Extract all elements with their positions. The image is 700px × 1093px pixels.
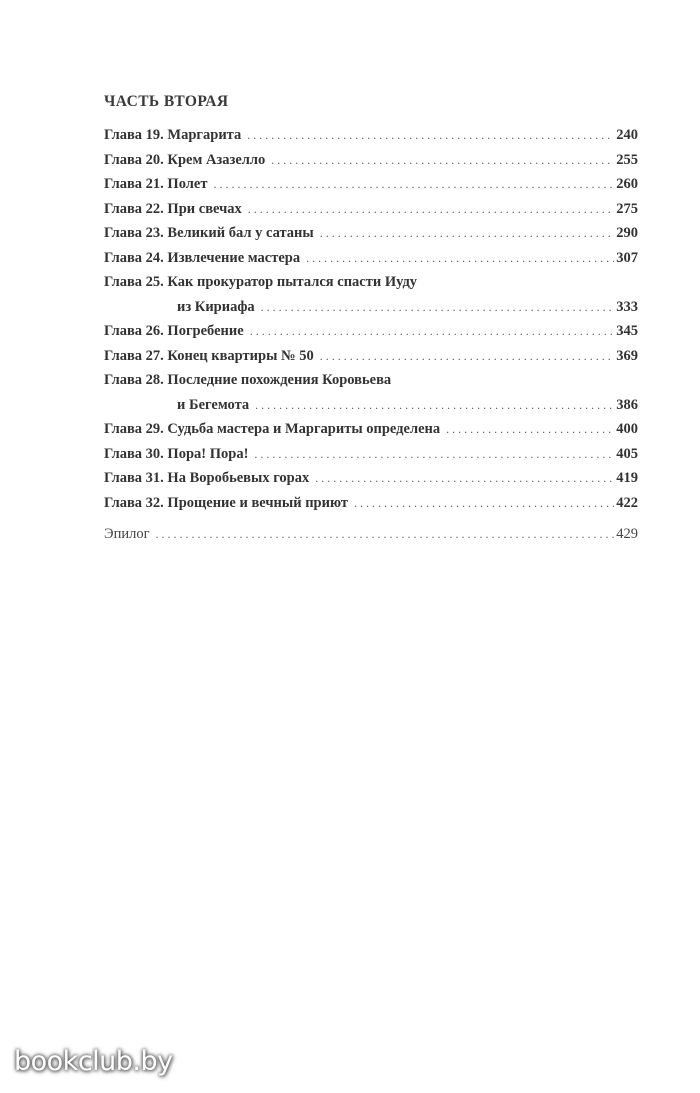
- entry-page: 386: [616, 396, 638, 413]
- spacer: [104, 519, 638, 526]
- dot-leader: [248, 202, 614, 217]
- dot-leader: [354, 496, 614, 511]
- toc-entry-27[interactable]: [104, 348, 638, 373]
- entry-page: 275: [616, 200, 638, 217]
- dot-leader: [247, 128, 614, 143]
- entry-page: 333: [616, 298, 638, 315]
- dot-leader: [255, 398, 614, 413]
- toc-entry-28[interactable]: [104, 372, 638, 397]
- entry-page: 345: [616, 323, 638, 339]
- toc-entry-31[interactable]: [104, 470, 638, 495]
- entry-title: Глава 19. Маргарита: [104, 127, 242, 143]
- toc-entry-32[interactable]: [104, 495, 638, 520]
- dot-leader: [446, 422, 614, 437]
- table-of-contents: [104, 127, 638, 551]
- entry-title: Глава 27. Конец квартиры № 50: [104, 347, 314, 364]
- toc-entry-19[interactable]: [104, 127, 638, 152]
- entry-title: Глава 32. Прощение и вечный приют: [104, 494, 348, 511]
- section-heading: ЧАСТЬ ВТОРАЯ: [104, 93, 229, 110]
- entry-title: Глава 24. Извлечение мастера: [104, 249, 301, 266]
- toc-entry-25[interactable]: [104, 274, 638, 299]
- toc-entry-22[interactable]: [104, 201, 638, 226]
- dot-leader: [213, 177, 614, 192]
- entry-page: 240: [616, 127, 638, 143]
- toc-entry-29[interactable]: [104, 421, 638, 446]
- entry-title: Глава 31. На Воробьевых горах: [104, 470, 310, 486]
- entry-title: Глава 28. Последние похождения Коровьева: [104, 372, 392, 388]
- toc-entry-26[interactable]: [104, 323, 638, 348]
- dot-leader: [250, 324, 615, 339]
- dot-leader: [156, 527, 615, 542]
- toc-entry-25-continuation[interactable]: [104, 299, 638, 324]
- toc-entry-20[interactable]: [104, 152, 638, 177]
- entry-page: 369: [616, 347, 638, 364]
- entry-page: 419: [616, 470, 638, 486]
- dot-leader: [271, 153, 614, 168]
- dot-leader: [254, 447, 614, 462]
- entry-title: Глава 22. При свечах: [104, 200, 242, 217]
- entry-title: Глава 30. Пора! Пора!: [104, 445, 249, 462]
- entry-title: Глава 29. Судьба мастера и Маргариты определена: [104, 421, 441, 437]
- toc-entry-23[interactable]: [104, 225, 638, 250]
- entry-title: Глава 23. Великий бал у сатаны: [104, 225, 314, 241]
- dot-leader: [315, 471, 614, 486]
- dot-leader: [320, 226, 615, 241]
- toc-entry-21[interactable]: [104, 176, 638, 201]
- entry-title: Эпилог: [104, 526, 150, 542]
- entry-page: 429: [616, 526, 638, 542]
- dot-leader: [261, 300, 615, 315]
- toc-entry-24[interactable]: [104, 250, 638, 275]
- toc-entry-30[interactable]: [104, 446, 638, 471]
- entry-page: 422: [616, 494, 638, 511]
- entry-page: 307: [616, 249, 638, 266]
- entry-title: Глава 21. Полет: [104, 176, 208, 192]
- entry-title: Глава 20. Крем Азазелло: [104, 151, 266, 168]
- entry-page: 400: [616, 421, 638, 437]
- entry-page: 260: [616, 176, 638, 192]
- entry-title: Глава 25. Как прокуратор пытался спасти Иуду: [104, 274, 418, 290]
- entry-title-continuation: из Кириафа: [177, 298, 255, 315]
- entry-title: Глава 26. Погребение: [104, 323, 244, 339]
- entry-page: 405: [616, 445, 638, 462]
- toc-entry-28-continuation[interactable]: [104, 397, 638, 422]
- entry-page: 290: [616, 225, 638, 241]
- entry-page: 255: [616, 151, 638, 168]
- dot-leader: [306, 251, 614, 266]
- toc-entry-epilog[interactable]: [104, 526, 638, 551]
- watermark-logo: bookclub.by: [14, 1046, 173, 1077]
- dot-leader: [320, 349, 615, 364]
- entry-title-continuation: и Бегемота: [177, 396, 250, 413]
